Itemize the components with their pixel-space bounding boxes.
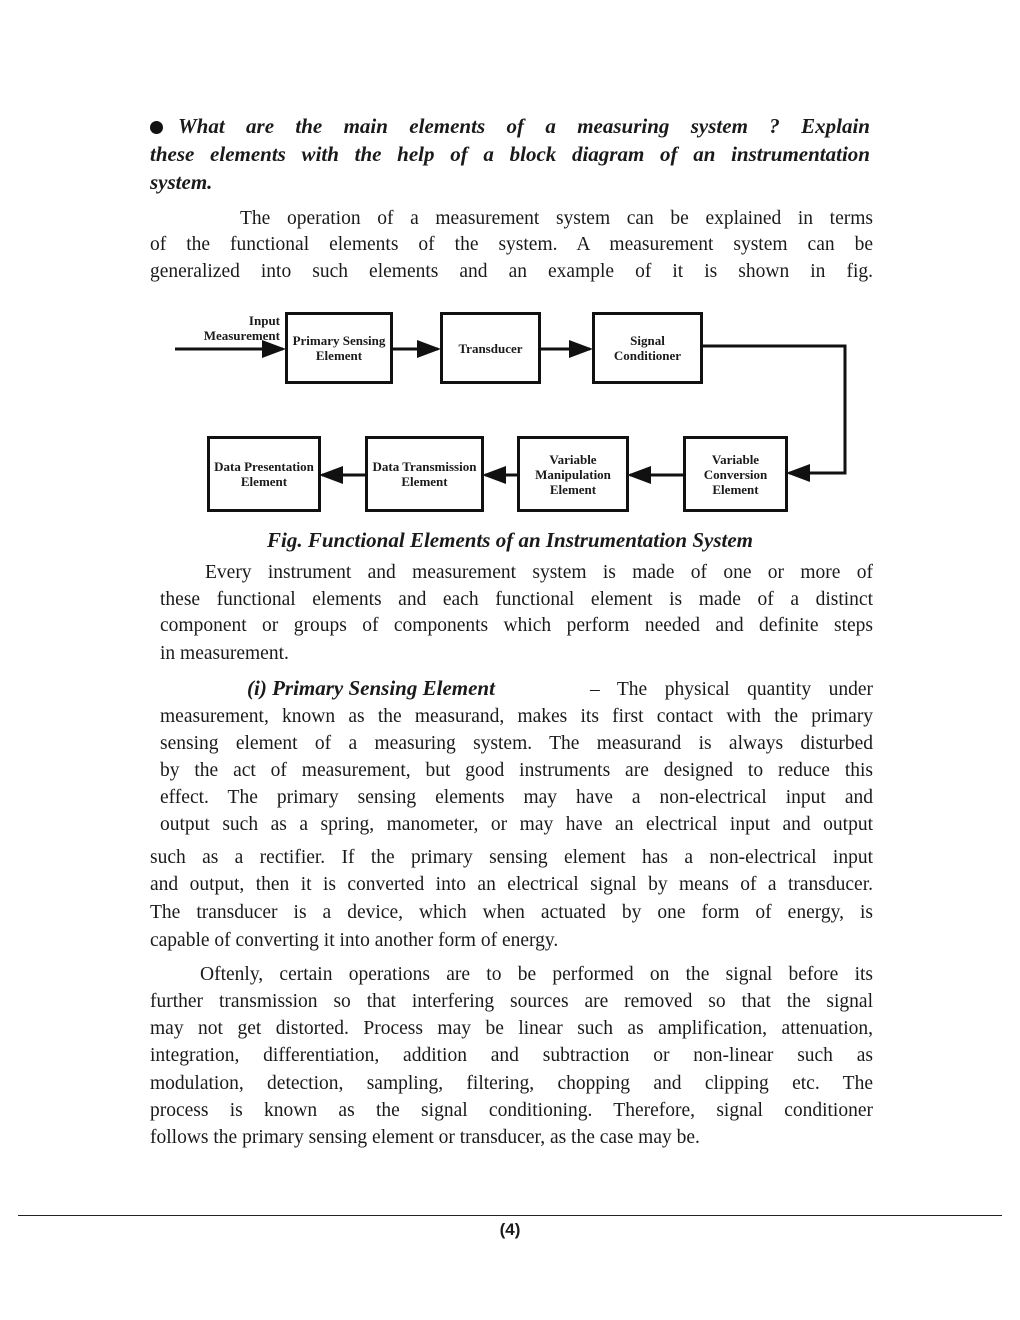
figure-caption: Fig. Functional Elements of an Instrumentation System [266, 528, 754, 552]
block-transducer: Transducer [440, 312, 541, 384]
para2-line: these functional elements and each functional element is made of a distinct [160, 589, 873, 610]
block-data-transmission: Data Transmission Element [365, 436, 484, 512]
page-number: (4) [499, 1220, 521, 1239]
para3-line: – The physical quantity under [590, 679, 873, 700]
para2-line: in measurement. [160, 643, 289, 664]
para2-line: component or groups of components which perform needed and definite steps [160, 615, 873, 636]
para3-line: and output, then it is converted into an electrical signal by means of a transducer. [150, 874, 873, 895]
block-variable-conversion: Variable Conversion Element [683, 436, 788, 512]
question-line: system. [150, 170, 213, 194]
block-data-presentation: Data Presentation Element [207, 436, 321, 512]
block-variable-manipulation: Variable Manipulation Element [517, 436, 629, 512]
para1-line: of the functional elements of the system. A measurement system can be [150, 234, 873, 255]
para3-line: output such as a spring, manometer, or may have an electrical input and output [160, 814, 873, 835]
para4-line: Oftenly, certain operations are to be performed on the signal before its [200, 964, 873, 985]
diagram-connectors [0, 0, 1020, 560]
para4-line: follows the primary sensing element or transducer, as the case may be. [150, 1127, 700, 1148]
footer-rule [18, 1215, 1002, 1216]
para3-line: measurement, known as the measurand, makes its first contact with the primary [160, 706, 873, 727]
para3-line: capable of converting it into another form of energy. [150, 930, 559, 951]
para4-line: modulation, detection, sampling, filtering, chopping and clipping etc. The [150, 1073, 873, 1094]
para4-line: integration, differentiation, addition and subtraction or non-linear such as [150, 1045, 873, 1066]
para3-line: The transducer is a device, which when actuated by one form of energy, is [150, 902, 873, 923]
question-line: What are the main elements of a measuring system ? Explain [178, 114, 870, 138]
para3-line: such as a rectifier. If the primary sensing element has a non-electrical input [150, 847, 873, 868]
para4-line: further transmission so that interfering sources are removed so that the signal [150, 991, 873, 1012]
para1-line: generalized into such elements and an example of it is shown in fig. [150, 261, 873, 282]
input-measurement-label: Input Measurement [203, 313, 280, 343]
para3-line: sensing element of a measuring system. The measurand is always disturbed [160, 733, 873, 754]
block-primary-sensing: Primary Sensing Element [285, 312, 393, 384]
para3-line: effect. The primary sensing elements may have a non-electrical input and [160, 787, 873, 808]
block-signal-conditioner: Signal Conditioner [592, 312, 703, 384]
para3-line: by the act of measurement, but good instruments are designed to reduce this [160, 760, 873, 781]
question-line: these elements with the help of a block diagram of an instrumentation [150, 142, 870, 166]
para2-line: Every instrument and measurement system is made of one or more of [205, 562, 873, 583]
primary-sensing-heading: (i) Primary Sensing Element [247, 676, 495, 700]
para1-line: The operation of a measurement system can be explained in terms [240, 208, 873, 229]
para4-line: may not get distorted. Process may be linear such as amplification, attenuation, [150, 1018, 873, 1039]
para4-line: process is known as the signal conditioning. Therefore, signal conditioner [150, 1100, 873, 1121]
